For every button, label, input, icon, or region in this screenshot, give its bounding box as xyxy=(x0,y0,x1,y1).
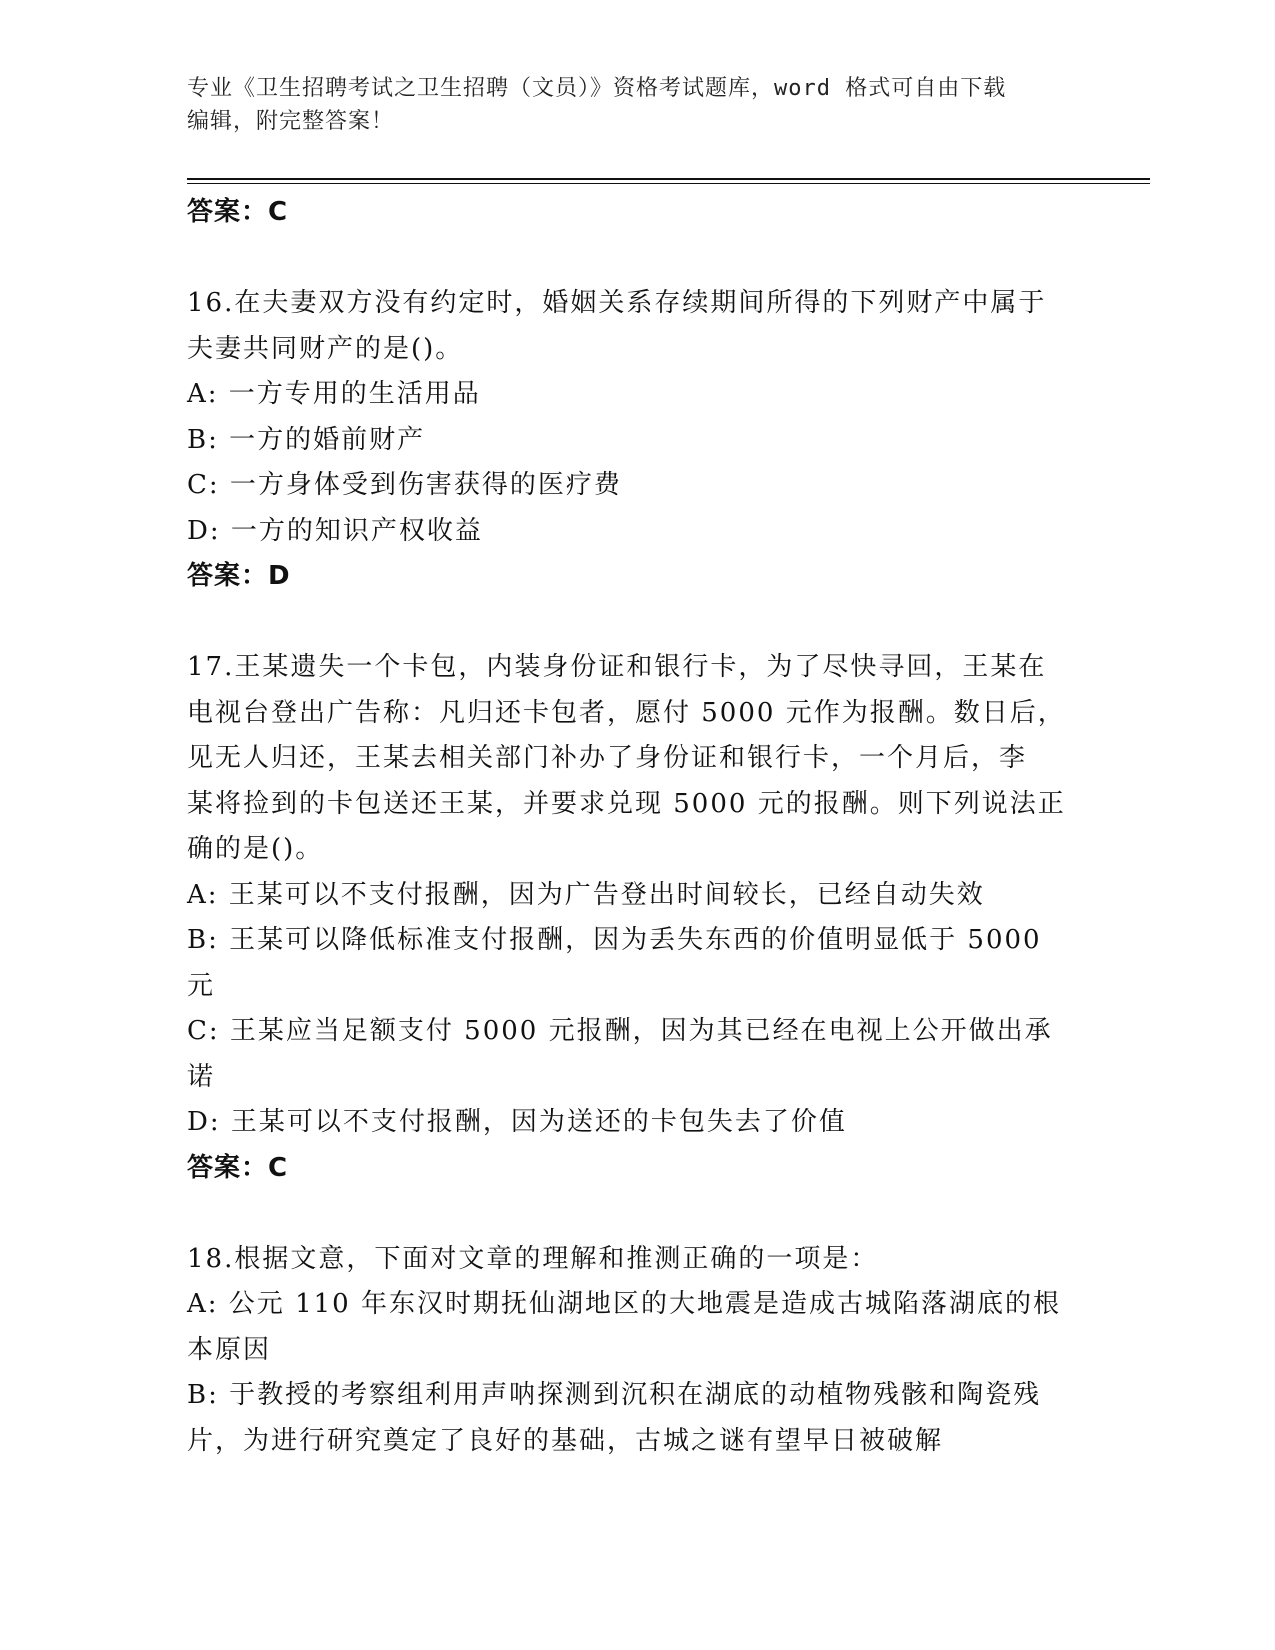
question-stem-line: 确的是()。 xyxy=(187,834,324,864)
option-d: D: 王某可以不支付报酬，因为送还的卡包失去了价值 xyxy=(187,1107,847,1137)
question-content xyxy=(187,190,1087,1464)
question-stem-line: 电视台登出广告称：凡归还卡包者，愿付 5000 元作为报酬。数日后， xyxy=(187,697,1066,728)
option-b-continued: 元 xyxy=(187,970,216,1001)
option-a: A: 王某可以不支付报酬，因为广告登出时间较长，已经自动失效 xyxy=(187,879,985,910)
option-c: C: 一方身体受到伤害获得的医疗费 xyxy=(187,470,622,500)
header-line-1: 专业《卫生招聘考试之卫生招聘（文员）》资格考试题库，word 格式可自由下载 xyxy=(187,76,1007,101)
option-b: B: 于教授的考察组利用声呐探测到沉积在湖底的动植物残骸和陶瓷残 xyxy=(187,1380,1042,1410)
option-d: D: 一方的知识产权收益 xyxy=(187,515,483,546)
option-c: C: 王某应当足额支付 5000 元报酬，因为其已经在电视上公开做出承 xyxy=(187,1016,1053,1046)
header-line-2: 编辑，附完整答案！ xyxy=(187,109,395,134)
answer: 答案：C xyxy=(187,1152,289,1183)
spacer xyxy=(187,600,1087,646)
option-b: B: 王某可以降低标准支付报酬，因为丢失东西的价值明显低于 5000 xyxy=(187,925,1042,955)
question-17 xyxy=(187,645,1087,1191)
question-stem-line: 夫妻共同财产的是()。 xyxy=(187,333,464,364)
document-header xyxy=(187,72,1067,138)
question-18 xyxy=(187,1237,1087,1465)
previous-answer: 答案：C xyxy=(187,197,289,227)
question-stem-line: 见无人归还，王某去相关部门补办了身份证和银行卡，一个月后，李 xyxy=(187,743,1028,773)
option-a-continued: 本原因 xyxy=(187,1334,272,1365)
question-stem-line: 18.根据文意，下面对文章的理解和推测正确的一项是： xyxy=(187,1243,879,1274)
option-b-continued: 片，为进行研究奠定了良好的基础，古城之谜有望早日被破解 xyxy=(187,1425,944,1456)
option-a: A: 一方专用的生活用品 xyxy=(187,379,481,409)
question-16 xyxy=(187,281,1087,600)
option-c-continued: 诺 xyxy=(187,1061,216,1092)
question-stem-line: 16.在夫妻双方没有约定时，婚姻关系存续期间所得的下列财产中属于 xyxy=(187,288,1047,318)
header-divider-thick xyxy=(187,178,1150,180)
spacer xyxy=(187,236,1087,282)
header-divider-thin xyxy=(187,183,1150,184)
question-stem-line: 17.王某遗失一个卡包，内装身份证和银行卡，为了尽快寻回，王某在 xyxy=(187,652,1047,682)
option-a: A: 公元 110 年东汉时期抚仙湖地区的大地震是造成古城陷落湖底的根 xyxy=(187,1289,1061,1319)
question-stem-line: 某将捡到的卡包送还王某，并要求兑现 5000 元的报酬。则下列说法正 xyxy=(187,788,1066,819)
spacer xyxy=(187,1191,1087,1237)
answer: 答案：D xyxy=(187,561,291,591)
option-b: B: 一方的婚前财产 xyxy=(187,424,426,455)
